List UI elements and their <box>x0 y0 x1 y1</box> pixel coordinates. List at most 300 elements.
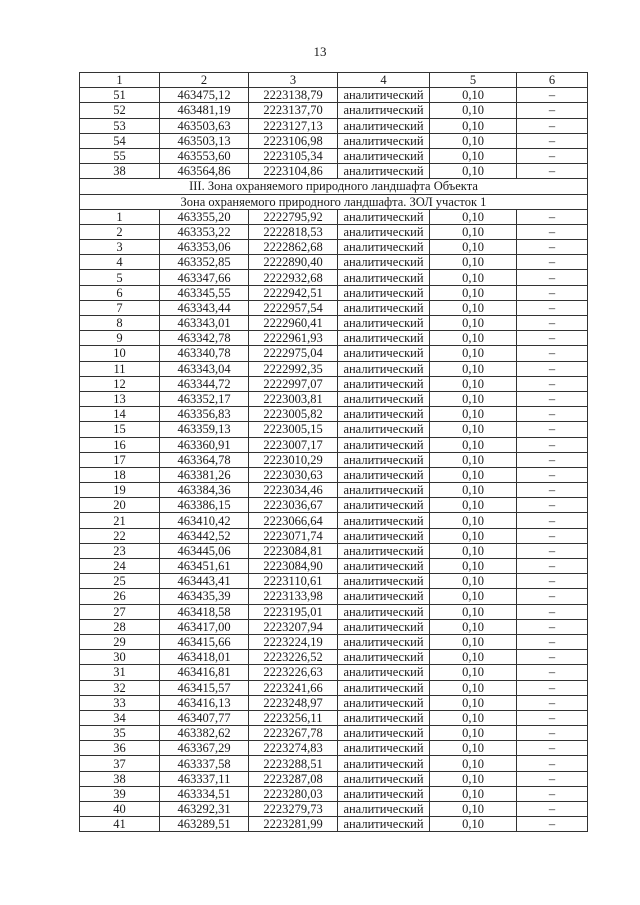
table-cell: 39 <box>80 786 160 801</box>
table-cell: 0,10 <box>430 665 517 680</box>
table-cell: – <box>517 209 588 224</box>
table-cell: 463337,11 <box>160 771 249 786</box>
table-cell: аналитический <box>338 331 430 346</box>
table-cell: 2223274,83 <box>249 741 338 756</box>
table-cell: 0,10 <box>430 589 517 604</box>
table-cell: 2223127,13 <box>249 118 338 133</box>
table-cell: 463344,72 <box>160 376 249 391</box>
table-cell: – <box>517 316 588 331</box>
table-row <box>80 240 588 255</box>
table-cell: 2223138,79 <box>249 88 338 103</box>
table-row <box>80 559 588 574</box>
table-row <box>80 300 588 315</box>
table-cell: 2223084,81 <box>249 543 338 558</box>
table-cell: 0,10 <box>430 240 517 255</box>
table-cell: 0,10 <box>430 346 517 361</box>
table-cell: 0,10 <box>430 133 517 148</box>
table-cell: – <box>517 164 588 179</box>
table-cell: – <box>517 543 588 558</box>
table-cell: 2222957,54 <box>249 300 338 315</box>
table-cell: 38 <box>80 164 160 179</box>
table-cell: аналитический <box>338 513 430 528</box>
table-cell: аналитический <box>338 528 430 543</box>
table-cell: – <box>517 756 588 771</box>
table-cell: аналитический <box>338 422 430 437</box>
table-cell: 0,10 <box>430 270 517 285</box>
table-cell: 463503,13 <box>160 133 249 148</box>
table-cell: 463416,81 <box>160 665 249 680</box>
column-header: 3 <box>249 73 338 88</box>
table-cell: – <box>517 331 588 346</box>
table-cell: 463353,22 <box>160 224 249 239</box>
table-cell: 2222890,40 <box>249 255 338 270</box>
table-row <box>80 209 588 224</box>
table-cell: 33 <box>80 695 160 710</box>
table-cell: 35 <box>80 726 160 741</box>
table-cell: 2223267,78 <box>249 726 338 741</box>
table-cell: 2223137,70 <box>249 103 338 118</box>
table-cell: – <box>517 498 588 513</box>
coordinates-table <box>79 72 588 832</box>
table-cell: 17 <box>80 452 160 467</box>
table-cell: 15 <box>80 422 160 437</box>
table-cell: 463347,66 <box>160 270 249 285</box>
table-cell: 463337,58 <box>160 756 249 771</box>
table-cell: 0,10 <box>430 422 517 437</box>
table-row <box>80 331 588 346</box>
table-cell: 25 <box>80 574 160 589</box>
table-cell: 27 <box>80 604 160 619</box>
table-row <box>80 802 588 817</box>
table-cell: 0,10 <box>430 391 517 406</box>
table-cell: аналитический <box>338 270 430 285</box>
table-cell: 2223287,08 <box>249 771 338 786</box>
table-cell: – <box>517 559 588 574</box>
column-header: 4 <box>338 73 430 88</box>
table-row <box>80 665 588 680</box>
table-row <box>80 407 588 422</box>
table-cell: 463343,01 <box>160 316 249 331</box>
table-cell: – <box>517 285 588 300</box>
table-cell: 2222932,68 <box>249 270 338 285</box>
table-cell: аналитический <box>338 650 430 665</box>
table-cell: аналитический <box>338 300 430 315</box>
table-row <box>80 604 588 619</box>
table-cell: – <box>517 771 588 786</box>
table-cell: аналитический <box>338 543 430 558</box>
table-cell: 2223279,73 <box>249 802 338 817</box>
table-cell: аналитический <box>338 285 430 300</box>
table-cell: 2 <box>80 224 160 239</box>
table-cell: аналитический <box>338 133 430 148</box>
table-cell: 41 <box>80 817 160 832</box>
table-cell: 24 <box>80 559 160 574</box>
table-cell: 9 <box>80 331 160 346</box>
table-cell: – <box>517 422 588 437</box>
table-row <box>80 483 588 498</box>
table-cell: 0,10 <box>430 361 517 376</box>
table-cell: 463382,62 <box>160 726 249 741</box>
table-row <box>80 498 588 513</box>
table-cell: аналитический <box>338 148 430 163</box>
table-cell: 2223104,86 <box>249 164 338 179</box>
table-cell: 1 <box>80 209 160 224</box>
table-cell: 0,10 <box>430 437 517 452</box>
table-cell: – <box>517 726 588 741</box>
table-cell: аналитический <box>338 467 430 482</box>
table-cell: 0,10 <box>430 483 517 498</box>
table-cell: – <box>517 407 588 422</box>
table-row <box>80 634 588 649</box>
table-cell: 54 <box>80 133 160 148</box>
table-cell: 463360,91 <box>160 437 249 452</box>
table-cell: аналитический <box>338 680 430 695</box>
table-cell: 0,10 <box>430 726 517 741</box>
table-cell: аналитический <box>338 498 430 513</box>
table-cell: 0,10 <box>430 741 517 756</box>
table-cell: 2222961,93 <box>249 331 338 346</box>
section-title-row <box>80 179 588 194</box>
table-cell: – <box>517 589 588 604</box>
table-cell: аналитический <box>338 710 430 725</box>
table-row <box>80 133 588 148</box>
table-cell: 463386,15 <box>160 498 249 513</box>
table-cell: 463359,13 <box>160 422 249 437</box>
table-cell: – <box>517 741 588 756</box>
table-row <box>80 437 588 452</box>
table-cell: аналитический <box>338 255 430 270</box>
table-cell: 55 <box>80 148 160 163</box>
table-row <box>80 391 588 406</box>
table-cell: 0,10 <box>430 817 517 832</box>
table-cell: 0,10 <box>430 285 517 300</box>
table-cell: 2223071,74 <box>249 528 338 543</box>
table-cell: аналитический <box>338 726 430 741</box>
table-cell: 463292,31 <box>160 802 249 817</box>
table-cell: – <box>517 437 588 452</box>
table-cell: – <box>517 604 588 619</box>
table-cell: 0,10 <box>430 148 517 163</box>
table-cell: 36 <box>80 741 160 756</box>
table-cell: 0,10 <box>430 118 517 133</box>
table-cell: 463364,78 <box>160 452 249 467</box>
table-cell: – <box>517 88 588 103</box>
table-cell: – <box>517 574 588 589</box>
table-cell: 37 <box>80 756 160 771</box>
table-cell: – <box>517 391 588 406</box>
coordinates-table-body <box>80 73 588 832</box>
table-cell: 31 <box>80 665 160 680</box>
table-cell: 0,10 <box>430 756 517 771</box>
table-cell: 0,10 <box>430 316 517 331</box>
table-cell: – <box>517 650 588 665</box>
table-cell: – <box>517 452 588 467</box>
table-row <box>80 361 588 376</box>
table-cell: 2223288,51 <box>249 756 338 771</box>
table-cell: аналитический <box>338 407 430 422</box>
table-cell: аналитический <box>338 88 430 103</box>
table-cell: 2223007,17 <box>249 437 338 452</box>
table-row <box>80 88 588 103</box>
table-cell: 10 <box>80 346 160 361</box>
table-cell: 463353,06 <box>160 240 249 255</box>
table-cell: – <box>517 802 588 817</box>
table-row <box>80 726 588 741</box>
table-cell: 0,10 <box>430 224 517 239</box>
table-cell: 53 <box>80 118 160 133</box>
table-cell: 0,10 <box>430 513 517 528</box>
table-cell: 51 <box>80 88 160 103</box>
table-cell: 463384,36 <box>160 483 249 498</box>
table-cell: 463451,61 <box>160 559 249 574</box>
table-cell: аналитический <box>338 240 430 255</box>
table-cell: 2222795,92 <box>249 209 338 224</box>
table-cell: 38 <box>80 771 160 786</box>
table-cell: 14 <box>80 407 160 422</box>
table-cell: – <box>517 467 588 482</box>
table-cell: 2223034,46 <box>249 483 338 498</box>
column-header: 2 <box>160 73 249 88</box>
table-row <box>80 118 588 133</box>
table-row <box>80 589 588 604</box>
table-cell: аналитический <box>338 771 430 786</box>
table-header-row <box>80 73 588 88</box>
table-cell: 463343,44 <box>160 300 249 315</box>
table-cell: 463475,12 <box>160 88 249 103</box>
table-cell: 0,10 <box>430 619 517 634</box>
table-cell: 2223281,99 <box>249 817 338 832</box>
table-cell: аналитический <box>338 619 430 634</box>
table-cell: 18 <box>80 467 160 482</box>
table-row <box>80 817 588 832</box>
table-cell: 463417,00 <box>160 619 249 634</box>
table-row <box>80 316 588 331</box>
table-cell: 0,10 <box>430 164 517 179</box>
table-cell: 0,10 <box>430 209 517 224</box>
table-cell: 0,10 <box>430 771 517 786</box>
table-cell: 11 <box>80 361 160 376</box>
table-cell: – <box>517 680 588 695</box>
table-cell: 2222862,68 <box>249 240 338 255</box>
table-cell: 20 <box>80 498 160 513</box>
table-cell: 0,10 <box>430 543 517 558</box>
table-cell: 2223003,81 <box>249 391 338 406</box>
table-cell: 0,10 <box>430 574 517 589</box>
table-cell: 463415,57 <box>160 680 249 695</box>
table-cell: – <box>517 528 588 543</box>
table-cell: – <box>517 118 588 133</box>
table-cell: 2223036,67 <box>249 498 338 513</box>
table-cell: 463416,13 <box>160 695 249 710</box>
table-cell: 28 <box>80 619 160 634</box>
table-cell: аналитический <box>338 361 430 376</box>
table-cell: аналитический <box>338 209 430 224</box>
table-cell: аналитический <box>338 452 430 467</box>
table-cell: 2223195,01 <box>249 604 338 619</box>
table-cell: – <box>517 710 588 725</box>
table-cell: 0,10 <box>430 528 517 543</box>
table-cell: 463445,06 <box>160 543 249 558</box>
table-cell: 463442,52 <box>160 528 249 543</box>
table-cell: аналитический <box>338 437 430 452</box>
table-cell: – <box>517 513 588 528</box>
table-cell: 0,10 <box>430 680 517 695</box>
table-cell: – <box>517 665 588 680</box>
table-cell: – <box>517 483 588 498</box>
table-cell: 2222975,04 <box>249 346 338 361</box>
table-cell: 6 <box>80 285 160 300</box>
table-cell: – <box>517 270 588 285</box>
table-cell: 463352,85 <box>160 255 249 270</box>
table-cell: 2223226,63 <box>249 665 338 680</box>
table-cell: 19 <box>80 483 160 498</box>
table-cell: аналитический <box>338 604 430 619</box>
table-cell: – <box>517 224 588 239</box>
table-cell: аналитический <box>338 695 430 710</box>
table-cell: 0,10 <box>430 786 517 801</box>
table-row <box>80 771 588 786</box>
table-cell: 463340,78 <box>160 346 249 361</box>
table-row <box>80 452 588 467</box>
table-cell: аналитический <box>338 634 430 649</box>
table-cell: 0,10 <box>430 604 517 619</box>
table-cell: 2223010,29 <box>249 452 338 467</box>
table-cell: аналитический <box>338 103 430 118</box>
section-title: III. Зона охраняемого природного ландшафта Объекта <box>80 179 588 194</box>
table-row <box>80 148 588 163</box>
table-cell: 0,10 <box>430 407 517 422</box>
table-cell: аналитический <box>338 391 430 406</box>
table-cell: – <box>517 695 588 710</box>
table-cell: 2223005,15 <box>249 422 338 437</box>
table-cell: 0,10 <box>430 376 517 391</box>
table-cell: аналитический <box>338 786 430 801</box>
table-cell: 7 <box>80 300 160 315</box>
table-cell: 463407,77 <box>160 710 249 725</box>
column-header: 6 <box>517 73 588 88</box>
table-cell: аналитический <box>338 665 430 680</box>
table-cell: 463334,51 <box>160 786 249 801</box>
table-row <box>80 574 588 589</box>
table-cell: аналитический <box>338 817 430 832</box>
table-row <box>80 619 588 634</box>
table-cell: 0,10 <box>430 498 517 513</box>
table-cell: 2223066,64 <box>249 513 338 528</box>
table-cell: – <box>517 133 588 148</box>
table-row <box>80 680 588 695</box>
table-cell: 2222960,41 <box>249 316 338 331</box>
table-cell: аналитический <box>338 346 430 361</box>
table-row <box>80 543 588 558</box>
table-cell: 22 <box>80 528 160 543</box>
table-cell: 0,10 <box>430 695 517 710</box>
table-cell: 2223241,66 <box>249 680 338 695</box>
table-cell: аналитический <box>338 376 430 391</box>
table-cell: 2223005,82 <box>249 407 338 422</box>
table-cell: 16 <box>80 437 160 452</box>
table-cell: 23 <box>80 543 160 558</box>
table-cell: – <box>517 103 588 118</box>
table-row <box>80 650 588 665</box>
table-cell: 3 <box>80 240 160 255</box>
table-cell: аналитический <box>338 118 430 133</box>
table-cell: – <box>517 634 588 649</box>
table-cell: 0,10 <box>430 452 517 467</box>
table-cell: – <box>517 619 588 634</box>
table-row <box>80 422 588 437</box>
table-cell: 12 <box>80 376 160 391</box>
table-cell: аналитический <box>338 741 430 756</box>
table-cell: 463289,51 <box>160 817 249 832</box>
table-cell: 0,10 <box>430 300 517 315</box>
table-cell: 2222818,53 <box>249 224 338 239</box>
table-cell: аналитический <box>338 316 430 331</box>
table-cell: аналитический <box>338 756 430 771</box>
table-row <box>80 164 588 179</box>
table-cell: 34 <box>80 710 160 725</box>
table-cell: 463503,63 <box>160 118 249 133</box>
table-cell: 2223280,03 <box>249 786 338 801</box>
table-row <box>80 513 588 528</box>
table-cell: 2223256,11 <box>249 710 338 725</box>
section-subtitle-row <box>80 194 588 209</box>
table-cell: 0,10 <box>430 559 517 574</box>
table-cell: 2222992,35 <box>249 361 338 376</box>
table-row <box>80 285 588 300</box>
table-row <box>80 270 588 285</box>
table-cell: 2223248,97 <box>249 695 338 710</box>
table-cell: 5 <box>80 270 160 285</box>
table-row <box>80 710 588 725</box>
table-cell: 463355,20 <box>160 209 249 224</box>
section-subtitle: Зона охраняемого природного ландшафта. ЗОЛ участок 1 <box>80 194 588 209</box>
table-cell: – <box>517 148 588 163</box>
column-header: 5 <box>430 73 517 88</box>
table-cell: – <box>517 361 588 376</box>
table-cell: 2222997,07 <box>249 376 338 391</box>
table-cell: 0,10 <box>430 331 517 346</box>
table-row <box>80 103 588 118</box>
table-cell: 463381,26 <box>160 467 249 482</box>
table-cell: 21 <box>80 513 160 528</box>
table-cell: 463342,78 <box>160 331 249 346</box>
table-cell: 0,10 <box>430 710 517 725</box>
table-cell: 2223030,63 <box>249 467 338 482</box>
table-cell: 29 <box>80 634 160 649</box>
table-row <box>80 376 588 391</box>
page-number: 13 <box>313 44 327 59</box>
table-cell: 463345,55 <box>160 285 249 300</box>
table-cell: аналитический <box>338 164 430 179</box>
table-cell: аналитический <box>338 574 430 589</box>
table-cell: аналитический <box>338 589 430 604</box>
table-row <box>80 786 588 801</box>
table-row <box>80 224 588 239</box>
table-cell: 0,10 <box>430 88 517 103</box>
table-cell: 26 <box>80 589 160 604</box>
table-cell: 0,10 <box>430 634 517 649</box>
table-cell: 0,10 <box>430 802 517 817</box>
table-cell: 2223133,98 <box>249 589 338 604</box>
table-row <box>80 695 588 710</box>
table-cell: 2223226,52 <box>249 650 338 665</box>
table-cell: 0,10 <box>430 255 517 270</box>
table-cell: 40 <box>80 802 160 817</box>
table-row <box>80 756 588 771</box>
table-cell: – <box>517 300 588 315</box>
table-cell: 463343,04 <box>160 361 249 376</box>
table-row <box>80 741 588 756</box>
